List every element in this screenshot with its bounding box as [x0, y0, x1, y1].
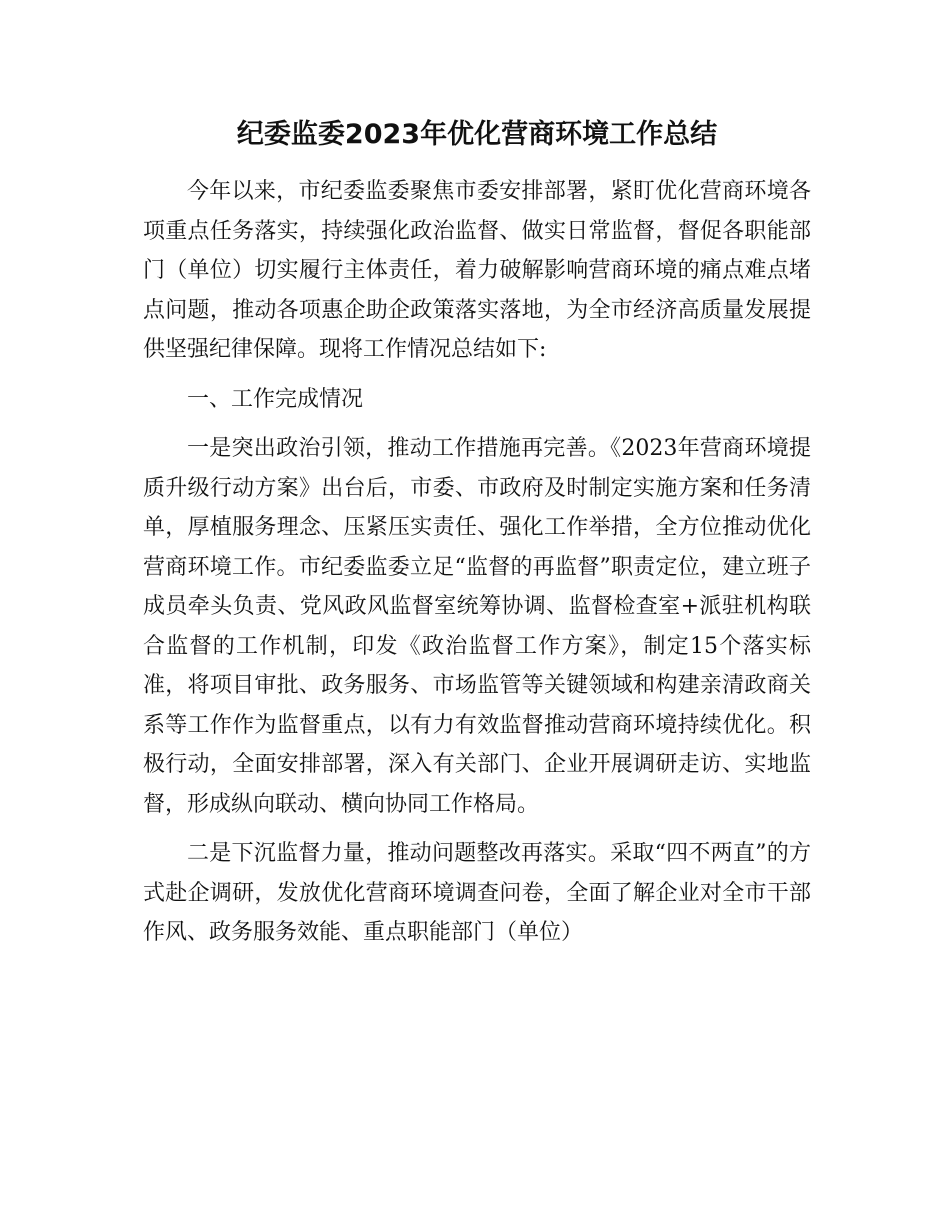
paragraph-2: 二是下沉监督力量，推动问题整改再落实。采取“四不两直”的方式赴企调研，发放优化营商环境调查问卷，全面了解企业对全市干部作风、政务服务效能、重点职能部门（单位）: [143, 841, 811, 945]
document-page: [143, 110, 811, 963]
paragraph-1: 一是突出政治引领，推动工作措施再完善。《2023年营商环境提质升级行动方案》出台后，市委、市政府及时制定实施方案和任务清单，厚植服务理念、压紧压实责任、强化工作举措，全方位推动优化营商环境工作。市纪委监委立足“监督的再监督”职责定位，建立班子成员牵头负责、党风政风监督室统筹协调、监督检查室+派驻机构联合监督的工作机制，印发《政治监督工作方案》，制定15个落实标准，将项目审批、政务服务、市场监管等关键领域和构建亲清政商关系等工作作为监督重点，以有力有效监督推动营商环境持续优化。积极行动，全面安排部署，深入有关部门、企业开展调研走访、实地监督，形成纵向联动、横向协同工作格局。: [143, 436, 811, 817]
section-heading: 一、工作完成情况: [187, 386, 364, 412]
document-title: 纪委监委2023年优化营商环境工作总结: [236, 119, 718, 150]
intro-paragraph: 今年以来，市纪委监委聚焦市委安排部署，紧盯优化营商环境各项重点任务落实，持续强化政治监督、做实日常监督，督促各职能部门（单位）切实履行主体责任，着力破解影响营商环境的痛点难点堵点问题，推动各项惠企助企政策落实落地，为全市经济高质量发展提供坚强纪律保障。现将工作情况总结如下:: [143, 179, 811, 362]
